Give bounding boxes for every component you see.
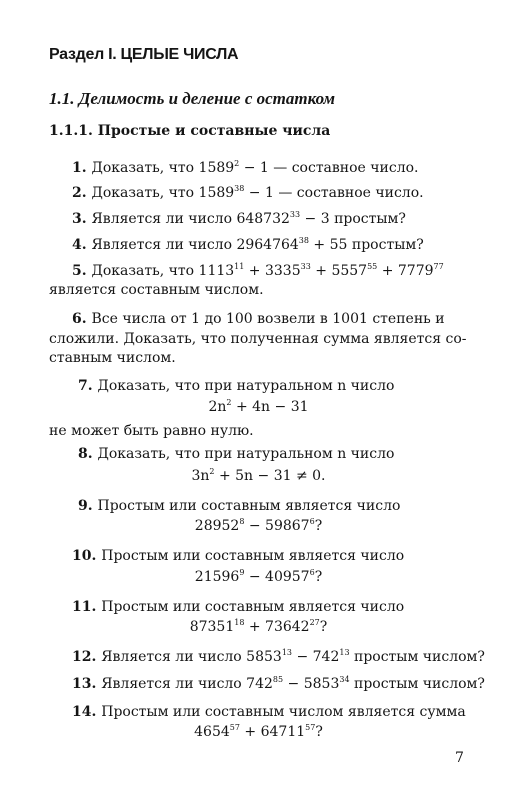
problem-text: 10. Простым или составным является число [72,548,405,564]
problem-number: 13. [72,676,102,692]
problem-formula: $21596^9 - 40957^6$? [194,568,323,585]
problem-formula: $87351^{18} + 73642^{27}$? [189,618,328,635]
problem-formula: $2n^2 + 4n - 31$ [208,398,309,415]
problem-number: 9. [78,498,98,514]
subsection-heading: 1.1. Делимость и деление с остатком [49,89,336,108]
problem-text: 2. Доказать, что $1589^{38} - 1$ — составное число. [72,184,424,201]
problem-text: ставным числом. [49,350,176,366]
problem-text: не может быть равно нулю. [49,423,254,439]
problem-text: 13. Является ли число $742^{85} - 5853^{34}$ простым числом? [72,675,485,692]
problem-formula: $4654^{57} + 64711^{57}$? [194,723,323,740]
problem-text: 11. Простым или составным является число [72,599,405,615]
problem-text: 1. Доказать, что $1589^2 - 1$ — составное число. [72,159,419,176]
problem-formula: $3n^2 + 5n - 31 \ne 0$. [191,467,326,484]
problem-number: 2. [72,185,92,201]
problem-text: сложили. Доказать, что полученная сумма является со- [49,331,467,347]
problem-number: 3. [72,211,92,227]
problem-text: 5. Доказать, что $1113^{11} + 3335^{33} + 5557^{55} + 7779^{77}$ [72,262,444,279]
problem-number: 5. [72,263,92,279]
page-number: 7 [455,750,464,766]
problem-number: 10. [72,548,102,564]
problem-text: 6. Все числа от 1 до 100 возвели в 1001 степень и [72,311,445,327]
problem-text: 7. Доказать, что при натуральном n число [78,378,395,394]
problem-number: 14. [72,704,102,720]
problem-text: является составным числом. [49,282,264,298]
problem-number: 11. [72,599,102,615]
subsubsection-heading: 1.1.1. Простые и составные числа [49,123,331,139]
problem-number: 6. [72,311,92,327]
problem-text: 9. Простым или составным является число [78,498,401,514]
problem-text: 4. Является ли число $2964764^{38} + 55$ простым? [72,236,424,253]
section-heading: Раздел I. ЦЕЛЫЕ ЧИСЛА [49,46,239,63]
problem-number: 7. [78,378,98,394]
problem-text: 12. Является ли число $5853^{13} - 742^{13}$ простым числом? [72,648,485,665]
problem-text: 14. Простым или составным числом является сумма [72,704,466,720]
problem-text: 8. Доказать, что при натуральном n число [78,446,395,462]
problem-number: 4. [72,237,92,253]
problem-number: 8. [78,446,98,462]
problem-text: 3. Является ли число $648732^{33} - 3$ простым? [72,210,406,227]
problem-number: 12. [72,649,102,665]
problem-number: 1. [72,160,92,176]
problem-formula: $28952^8 - 59867^6$? [194,517,323,534]
